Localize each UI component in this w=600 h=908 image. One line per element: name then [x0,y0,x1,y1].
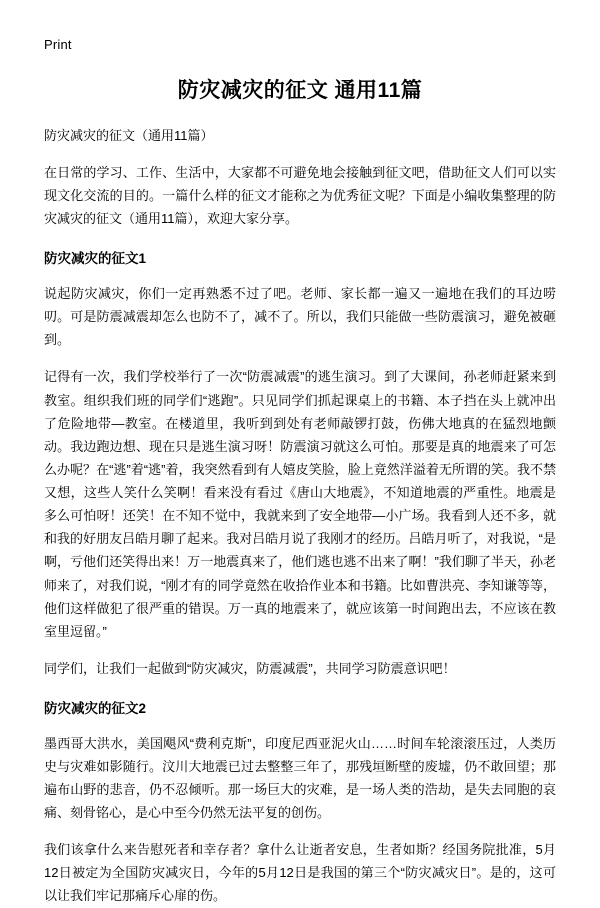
section-1-paragraph-2: 记得有一次，我们学校举行了一次“防震减震”的逃生演习。到了大课间，孙老师赶紧来到教室。组织我们班的同学们“逃跑”。只见同学们抓起课桌上的书籍、本子挡在头上就冲出了危险地带—教室。在楼道里，我听到到处有老师敲锣打鼓，伤佛大地真的在猛烈地颤动。我边跑边想、现在只是逃生演习呀！防震演习就这么可怕。那要是真的地震来了可怎么办呢？在“逃”着“逃”着，我突然看到有人嬉皮笑脸，脸上竟然洋溢着无所谓的笑。我不禁又想，这些人笑什么笑啊！看来没有看过《唐山大地震》，不知道地震的严重性。地震是多么可怕呀！还笑！在不知不觉中，我就来到了安全地带—小广场。我看到人还不多，就和我的好朋友吕皓月聊了起来。我对吕皓月说了我刚才的经历。吕皓月听了，对我说，“是啊，亏他们还笑得出来！万一地震真来了，他们逃也逃不出来了啊！”我们聊了半天，孙老师来了，对我们说，“刚才有的同学竟然在收拾作业本和书籍。比如曹洪亮、李知谦等等，他们这样做犯了很严重的错误。万一真的地震来了，就应该第一时间跑出去，不应该在教室里逗留。” [44,369,556,639]
intro-paragraph: 在日常的学习、工作、生活中，大家都不可避免地会接触到征文吧，借助征文人们可以实现文化交流的目的。一篇什么样的征文才能称之为优秀征文呢？下面是小编收集整理的防灾减灾的征文（通用11篇），欢迎大家分享。 [44,165,556,227]
document-subtitle: 防灾减灾的征文（通用11篇） [44,128,214,144]
section-1-paragraph-3: 同学们，让我们一起做到“防灾减灾，防震减震”，共同学习防震意识吧！ [44,660,456,676]
print-button[interactable]: Print [44,37,72,52]
section-2-paragraph-2: 我们该拿什么来告慰死者和幸存者？拿什么让逝者安息，生者如斯？经国务院批准，5月12日被定为全国防灾减灾日，今年的5月12日是我国的第三个“防灾减灾日”。是的，这可以让我们牢记那痛斥心扉的伤。 [44,842,556,904]
page-title: 防灾减灾的征文 通用11篇 [177,79,423,102]
section-1-paragraph-1: 说起防灾减灾，你们一定再熟悉不过了吧。老师、家长都一遍又一遍地在我们的耳边唠叨。可是防震减震却怎么也防不了，减不了。所以，我们只能做一些防震演习，避免被砸到。 [44,286,556,348]
section-2-paragraph-1: 墨西哥大洪水，美国飓风“费利克斯”，印度尼西亚泥火山……时间车轮滚滚压过，人类历史与灾难如影随行。汶川大地震已过去整整三年了，那残垣断壁的废墟，仍不敢回望；那遍布山野的悲音，仍不忍倾听。那一场巨大的灾难，是一场人类的浩劫，是失去同胞的哀痛、刻骨铭心，是心中至今仍然无法平复的创伤。 [44,735,556,821]
section-heading-2: 防灾减灾的征文2 [44,701,147,717]
section-heading-1: 防灾减灾的征文1 [44,251,147,267]
